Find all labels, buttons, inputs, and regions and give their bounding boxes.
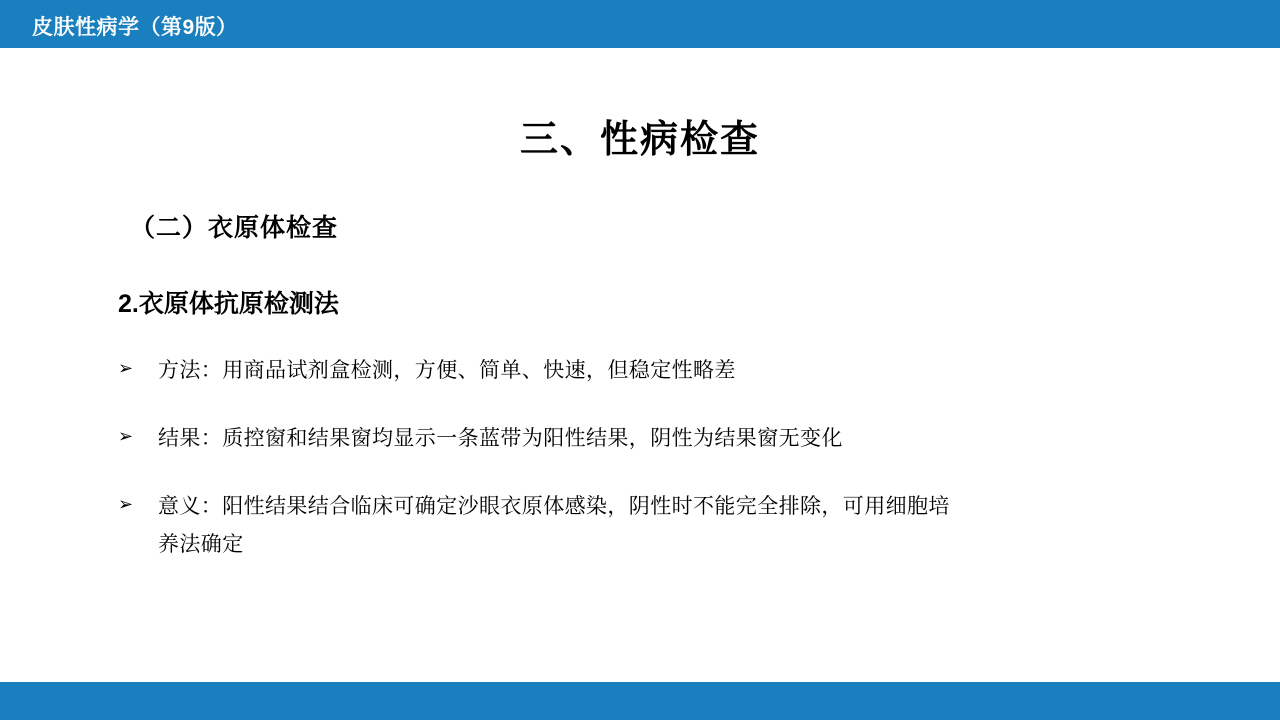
header-bar [0, 0, 1280, 48]
arrow-bullet-icon: ➢ [118, 426, 134, 446]
list-item [118, 488, 1178, 564]
list-item [118, 352, 1178, 390]
arrow-bullet-icon: ➢ [118, 358, 134, 378]
section-heading: 2.衣原体抗原检测法 [118, 290, 339, 318]
list-item-text: 结果：质控窗和结果窗均显示一条蓝带为阳性结果，阴性为结果窗无变化 [158, 427, 843, 450]
list-item-line-1: 意义：阳性结果结合临床可确定沙眼衣原体感染，阴性时不能完全排除，可用细胞培 [158, 495, 950, 518]
list-item-line-2: 养法确定 [158, 533, 244, 556]
list-item-text [158, 488, 1178, 564]
footer-bar [0, 682, 1280, 720]
list-item-text: 方法：用商品试剂盒检测，方便、简单、快速，但稳定性略差 [158, 359, 736, 382]
arrow-bullet-icon: ➢ [118, 494, 134, 514]
subsection-heading: （二）衣原体检查 [130, 214, 339, 242]
page-title: 三、性病检查 [519, 119, 760, 161]
header-title: 皮肤性病学（第9版） [32, 16, 238, 39]
bullet-list [118, 352, 1178, 594]
list-item [118, 420, 1178, 458]
